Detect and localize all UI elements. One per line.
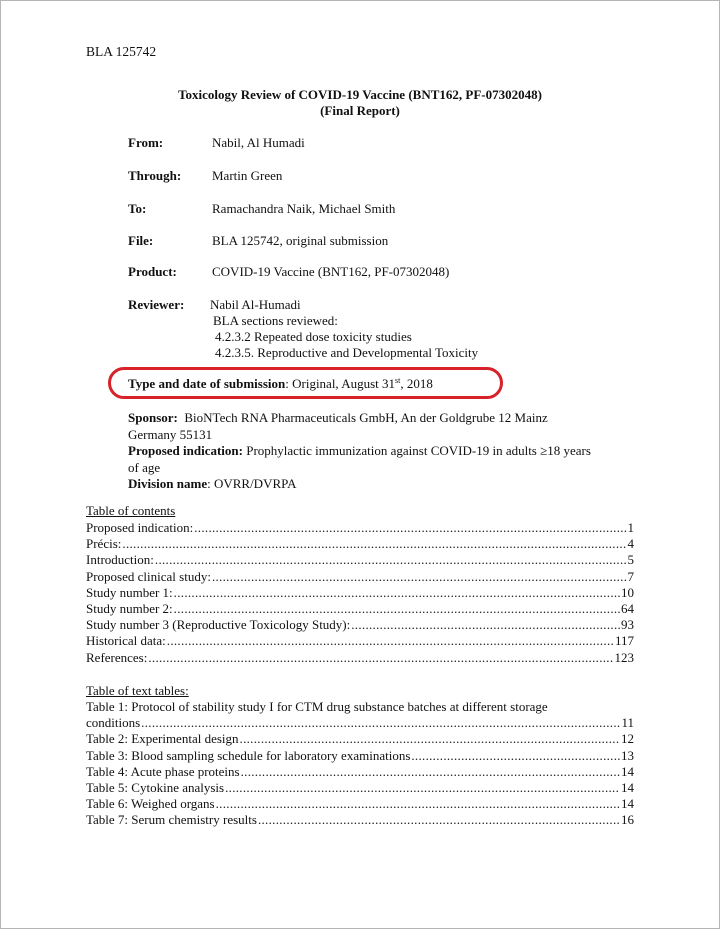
indication-line1: Prophylactic immunization against COVID-19 in adults ≥18 years	[246, 443, 591, 458]
file-label: File:	[128, 233, 154, 248]
toc-item[interactable]	[86, 601, 634, 617]
from-label: From:	[128, 135, 164, 150]
leader-dots	[167, 633, 614, 649]
to-value: Ramachandra Naik, Michael Smith	[212, 201, 396, 216]
leader-dots	[122, 536, 626, 552]
to-label: To:	[128, 201, 147, 216]
toc-item-page: 64	[621, 600, 634, 616]
table-item[interactable]	[86, 796, 634, 812]
indication-label: Proposed indication:	[128, 443, 243, 458]
leader-dots	[174, 601, 620, 617]
table-item-page: 13	[621, 747, 634, 763]
leader-dots	[212, 569, 627, 585]
doc-subtitle: (Final Report)	[320, 103, 400, 118]
leader-dots	[411, 748, 620, 764]
leader-dots	[240, 731, 620, 747]
indication-line2: of age	[128, 459, 161, 475]
toc-item[interactable]	[86, 585, 634, 601]
sections-header: BLA sections reviewed:	[213, 313, 338, 328]
submission-year: , 2018	[400, 376, 433, 391]
toc-item-page: 117	[614, 633, 634, 649]
sponsor-label: Sponsor:	[128, 410, 178, 425]
reviewer-label: Reviewer:	[128, 297, 185, 312]
toc-item[interactable]	[86, 552, 634, 568]
leader-dots	[351, 617, 620, 633]
table-item-page: 16	[621, 812, 634, 828]
leader-dots	[258, 812, 620, 828]
product-value: COVID-19 Vaccine (BNT162, PF-07302048)	[212, 264, 450, 279]
file-value: BLA 125742, original submission	[212, 233, 389, 248]
from-value: Nabil, Al Humadi	[212, 135, 305, 150]
sponsor-block	[128, 410, 638, 493]
table-item-name: Table 4: Acute phase proteins	[86, 763, 240, 779]
table-item-page: 14	[621, 796, 634, 812]
table-item-name: Table 7: Serum chemistry results	[86, 812, 257, 828]
toc-item-page: 123	[614, 649, 634, 665]
table-item-1-line1[interactable]: Table 1: Protocol of stability study I for CTM drug substance batches at different storage	[86, 699, 548, 714]
section-item: 4.2.3.5. Reproductive and Developmental Toxicity	[215, 345, 479, 360]
toc-item-name: Proposed clinical study:	[86, 568, 211, 584]
toc-item[interactable]	[86, 650, 634, 666]
table-item[interactable]	[86, 764, 634, 780]
submission-line	[128, 376, 433, 392]
table-item-name: Table 5: Cytokine analysis	[86, 779, 225, 795]
toc-item-name: Précis:	[86, 536, 122, 552]
toc-item-name: Study number 3 (Reproductive Toxicology Study):	[86, 617, 351, 633]
tables-list	[86, 699, 634, 829]
leader-dots	[148, 650, 613, 666]
toc-item[interactable]	[86, 569, 634, 585]
toc-item[interactable]	[86, 617, 634, 633]
table-item-name: Table 2: Experimental design	[86, 731, 239, 747]
through-value: Martin Green	[212, 168, 283, 183]
tables-header: Table of text tables:	[86, 683, 189, 698]
table-item-name: Table 6: Weighed organs	[86, 796, 215, 812]
toc-item[interactable]	[86, 536, 634, 552]
toc-item-page: 7	[627, 568, 634, 584]
leader-dots	[155, 552, 627, 568]
toc-item-name: Introduction:	[86, 552, 154, 568]
table-item-name: Table 3: Blood sampling schedule for laboratory examinations	[86, 747, 411, 763]
submission-label: Type and date of submission	[128, 376, 286, 391]
toc-item-name: Historical data:	[86, 633, 166, 649]
table-item[interactable]	[86, 812, 634, 828]
table-item-page: 14	[621, 763, 634, 779]
table-item[interactable]	[86, 748, 634, 764]
leader-dots	[225, 780, 620, 796]
leader-dots	[194, 520, 626, 536]
sponsor-line2: Germany 55131	[128, 426, 213, 442]
reviewer-value: Nabil Al-Humadi	[210, 297, 301, 312]
table-item-name: conditions	[86, 715, 141, 731]
toc-item-name: Study number 1:	[86, 584, 173, 600]
toc-item-page: 10	[621, 584, 634, 600]
toc-item-page: 4	[627, 536, 634, 552]
table-item-page: 11	[621, 715, 634, 731]
division-label: Division name	[128, 476, 208, 491]
table-item[interactable]	[86, 715, 634, 731]
toc-item-page: 93	[621, 617, 634, 633]
toc-item-page: 1	[627, 520, 634, 535]
doc-title: Toxicology Review of COVID-19 Vaccine (BNT162, PF-07302048)	[178, 87, 542, 102]
section-item: 4.2.3.2 Repeated dose toxicity studies	[215, 329, 412, 344]
toc-item-name: References:	[86, 649, 148, 665]
table-item[interactable]	[86, 780, 634, 796]
toc-item-page: 5	[627, 552, 634, 568]
toc-list	[86, 520, 634, 666]
table-item[interactable]	[86, 731, 634, 747]
leader-dots	[241, 764, 620, 780]
leader-dots	[174, 585, 620, 601]
submission-sup: st	[395, 376, 401, 385]
toc-item[interactable]	[86, 520, 634, 536]
table-item-page: 14	[621, 779, 634, 795]
leader-dots	[141, 715, 620, 731]
doc-id: BLA 125742	[86, 44, 157, 59]
toc-item-name: Study number 2:	[86, 600, 173, 616]
toc-item-name: Proposed indication:	[86, 520, 194, 535]
submission-value: : Original, August 31	[285, 376, 396, 391]
table-item-page: 12	[621, 731, 634, 747]
division-value: : OVRR/DVRPA	[207, 476, 297, 491]
product-label: Product:	[128, 264, 177, 279]
leader-dots	[216, 796, 620, 812]
sponsor-line1: BioNTech RNA Pharmaceuticals GmbH, An der Goldgrube 12 Mainz	[184, 410, 548, 425]
toc-header: Table of contents	[86, 503, 176, 518]
through-label: Through:	[128, 168, 182, 183]
toc-item[interactable]	[86, 633, 634, 649]
